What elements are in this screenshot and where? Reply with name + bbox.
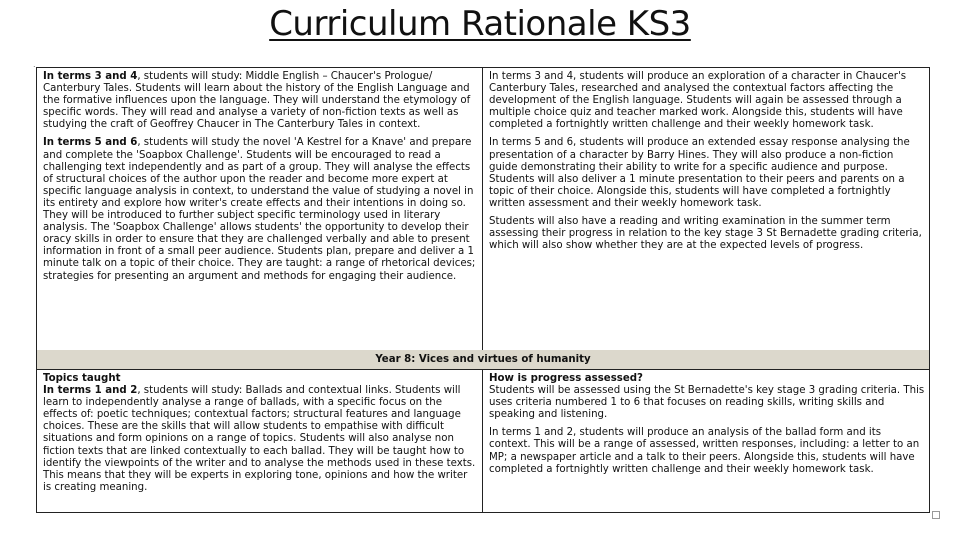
resize-handle[interactable]: [932, 511, 940, 519]
paragraph-text: , students will study: Ballads and contextual links. Students will learn to independently analyse a range of ballads, with a specific focus on the effects of: poetic techniques; contextual factors; structural features and language choices. These are the skills that will allow students to empathise with difficult situations and form opinions on a range of topics. Students will also analyse non fiction texts that are linked contextually to each ballad. They will be taught how to identify the viewpoints of the writer and to analyse the methods used in these texts. This means that they will be experts in exploring tone, opinions and how the writer is creating meaning.: [43, 385, 476, 493]
paragraph: In terms 5 and 6, students will produce an extended essay response analysing the presentation of a character by Barry Hines. They will also produce a non-fiction guide demonstrating their ability to write for a specific audience and purpose. Students will also deliver a 1 minute presentation to their peers and parents on a topic of their choice. Alongside this, students will have completed a fortnightly written assessment and their weekly homework task.: [489, 137, 910, 209]
paragraph: [43, 385, 478, 494]
term-lead: In terms 1 and 2: [43, 385, 138, 397]
paragraph: Students will be assessed using the St Bernadette's key stage 3 grading criteria. This uses criteria numbered 1 to 6 that focuses on reading skills, writing skills and speaking and listening.: [489, 385, 925, 421]
page-title: Curriculum Rationale KS3: [269, 4, 691, 44]
paragraph: In terms 1 and 2, students will produce an analysis of the ballad form and its context. This will be a range of assessed, written responses, including: a letter to an MP; a newspaper article and a talk to their peers. Alongside this, students will have completed a fortnightly written challenge and their weekly homework task.: [489, 427, 920, 475]
assessment-cell: [483, 370, 929, 512]
curriculum-table: [36, 67, 930, 513]
column-heading: How is progress assessed?: [489, 373, 643, 384]
paragraph-text: , students will study the novel 'A Kestrel for a Knave' and prepare and complete the 'Soapbox Challenge'. Students will be encouraged to read a challenging text independently and as part of a group. They will analyse the effects of structural choices of the author upon the reader and become more expert at specific language analysis in context, to understand the value of studying a novel in its entirety and explore how writer's create effects and their intentions in doing so. They will be introduced to further subject specific terminology used in literary analysis. The 'Soapbox Challenge' allows students' the opportunity to develop their oracy skills in order to ensure that they are challenged verbally and able to present information in front of a small peer audience. Students plan, prepare and deliver a 1 minute talk on a topic of their choice. They are taught: a range of rhetorical devices; strategies for presenting an argument and methods for engaging their audience.: [43, 137, 476, 282]
column-heading: Topics taught: [43, 373, 121, 384]
paragraph: Students will also have a reading and writing examination in the summer term assessing their progress in relation to the key stage 3 St Bernadette grading criteria, which will also show whether they are at the expected levels of progress.: [489, 216, 922, 252]
topics-cell: [37, 370, 483, 512]
topics-cell: [37, 68, 483, 350]
paragraph: [43, 137, 478, 282]
cell-marker: .: [33, 60, 36, 69]
year-heading: Year 8: Vices and virtues of humanity: [37, 350, 929, 370]
table-row: [37, 370, 929, 512]
paragraph: In terms 3 and 4, students will produce an exploration of a character in Chaucer's Canterbury Tales, researched and analysed the contextual factors affecting the development of the English language. Students will again be assessed through a multiple choice quiz and teacher marked work. Alongside this, students will have completed a fortnightly written challenge and their weekly homework task.: [489, 71, 907, 131]
paragraph: [43, 71, 478, 131]
table-row: [37, 68, 929, 351]
assessment-cell: [483, 68, 929, 350]
term-lead: In terms 3 and 4: [43, 71, 138, 82]
paragraph-text: , students will study: Middle English – Chaucer's Prologue/ Canterbury Tales. Students will learn about the history of the English Language and the formative influences upon the language. They will understand the etymology of specific words. They will read and analyse a variety of non-fiction texts as well as studying the craft of Geoffrey Chaucer in The Canterbury Tales in context.: [43, 71, 471, 131]
term-lead: In terms 5 and 6: [43, 137, 138, 149]
